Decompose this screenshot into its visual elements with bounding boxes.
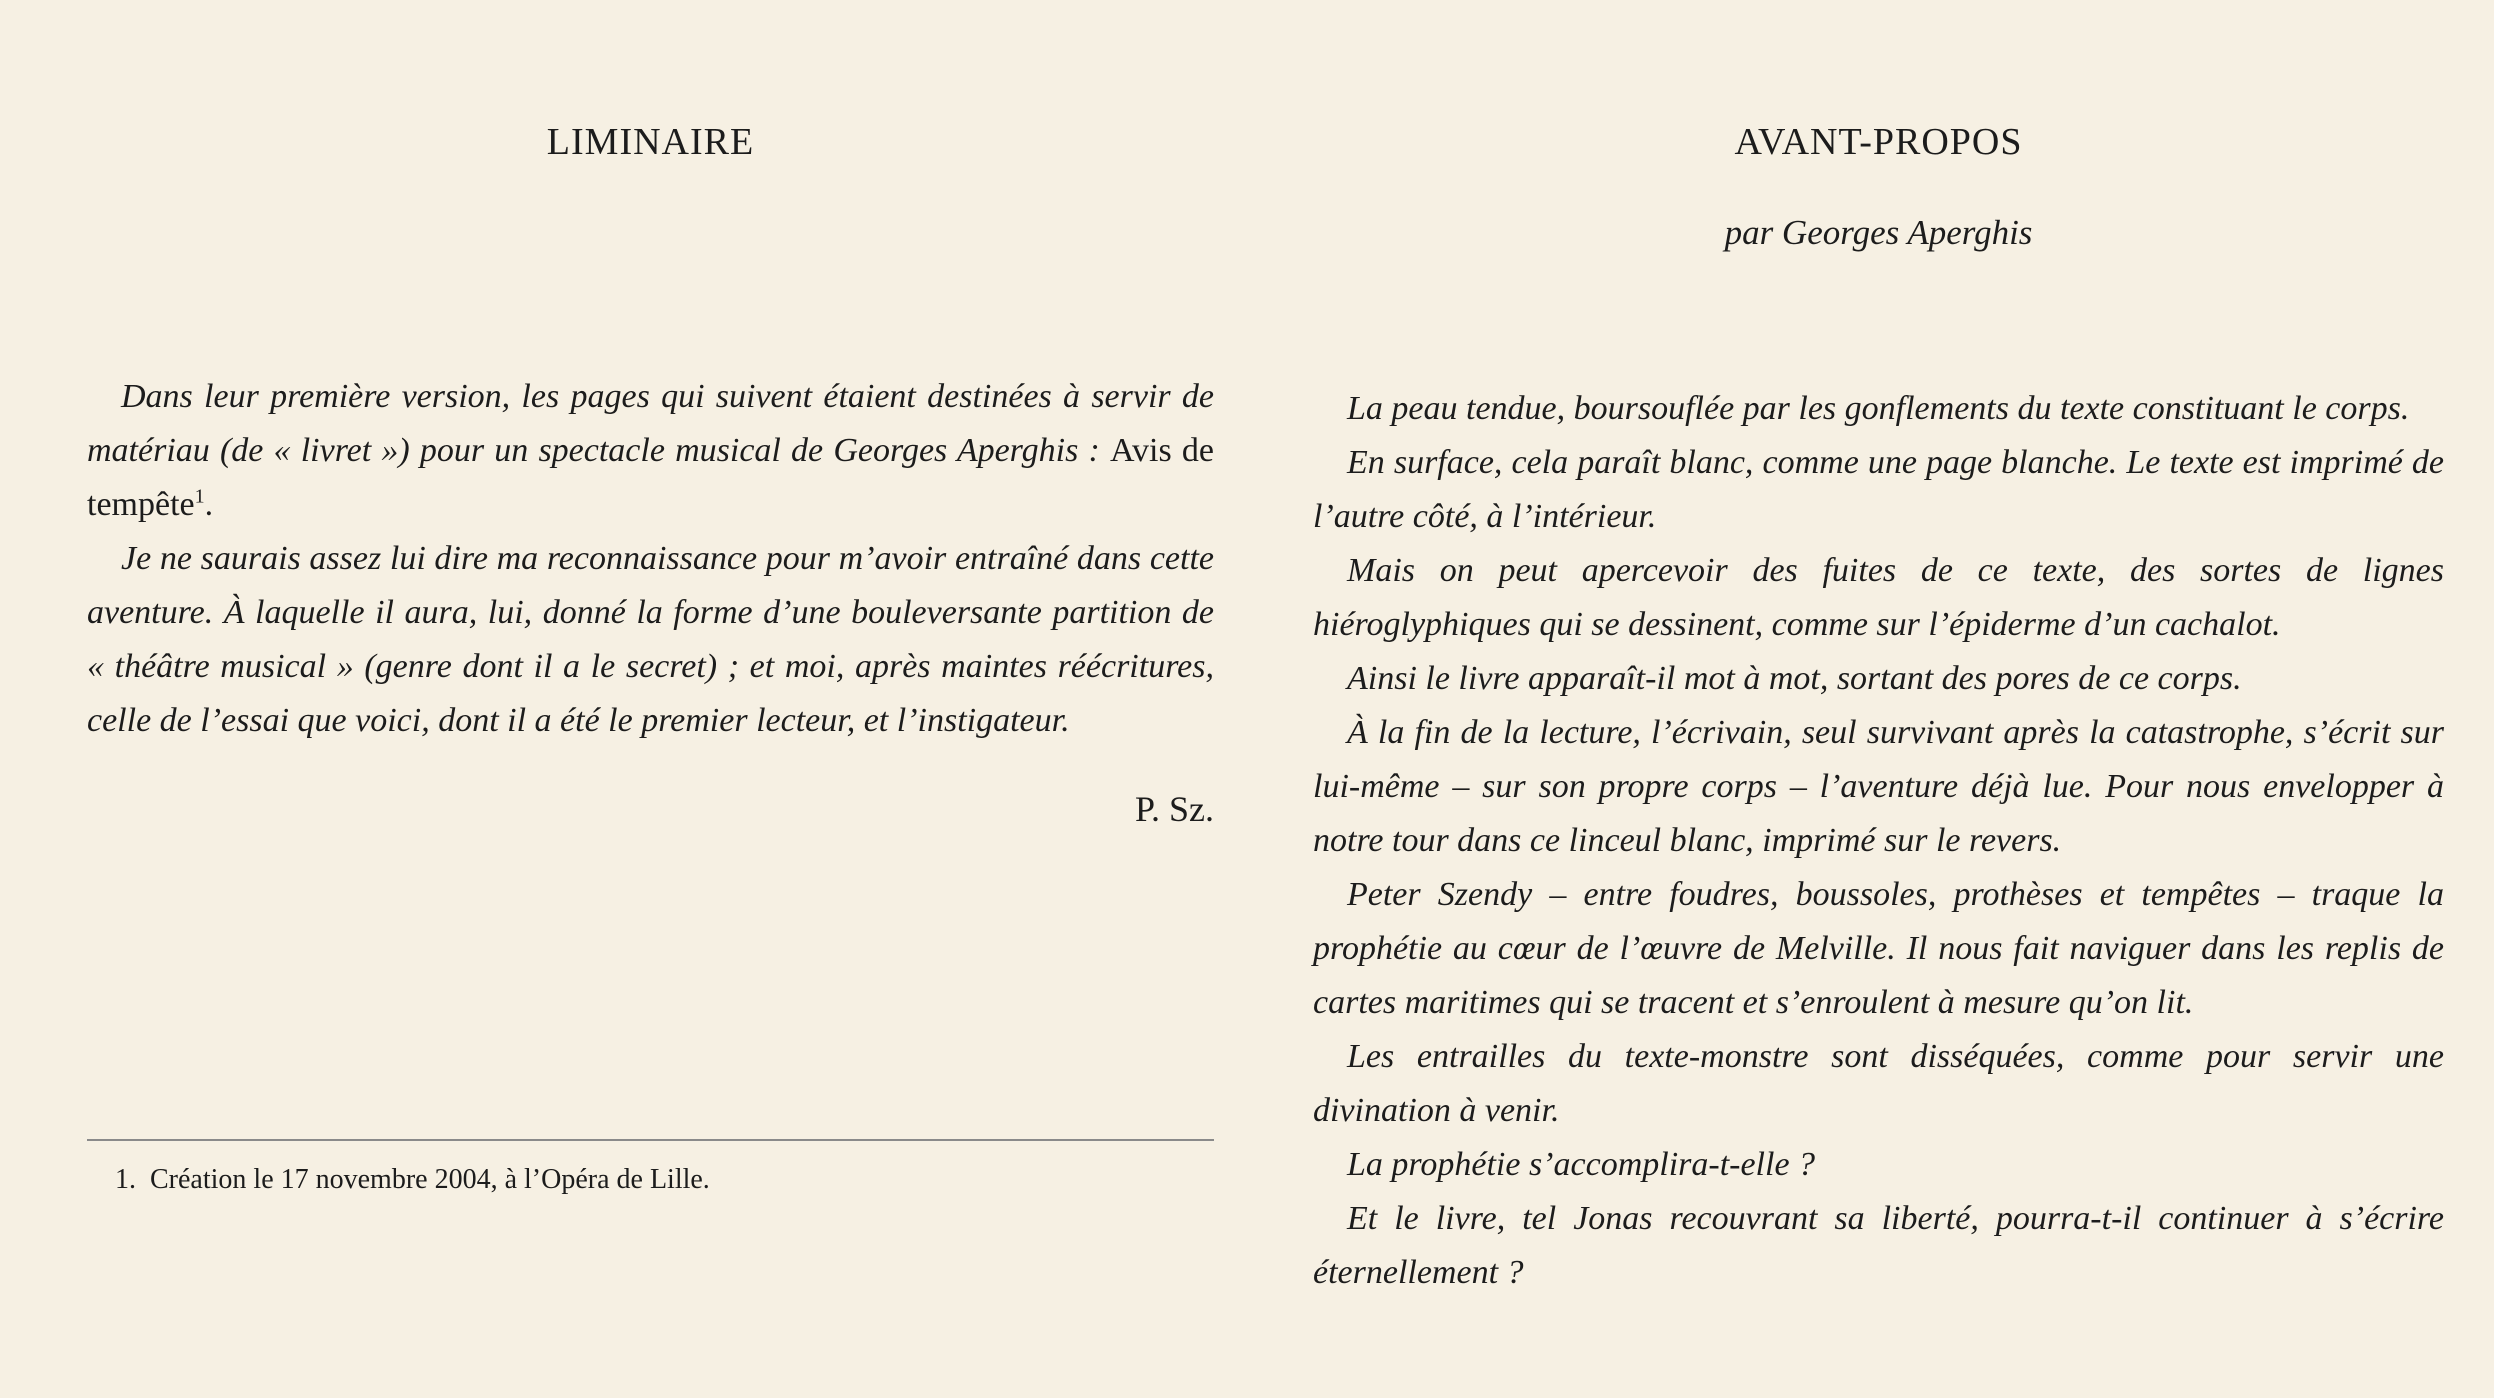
avant-propos-paragraph-1: La peau tendue, boursouflée par les gonflements du texte constituant le corps. xyxy=(1347,390,2410,427)
avant-propos-paragraph-6: Peter Szendy – entre foudres, boussoles, prothèses et tempêtes – traque la prophétie au cœur de l’œuvre de Melville. Il nous fait naviguer dans les replis de cartes maritimes qui se tracent et s’enroulent à mesure qu’on lit. xyxy=(1313,876,2444,1021)
liminaire-paragraph-1-end: . xyxy=(204,486,214,523)
right-page xyxy=(1313,0,2444,1398)
footnote-divider xyxy=(87,1139,1214,1141)
work-title-avis-de-tempete: Avis de tempête xyxy=(87,432,1214,523)
page-title-avant-propos: AVANT-PROPOS xyxy=(1734,121,2023,163)
liminaire-paragraph-1-italic: Dans leur première version, les pages qui suivent étaient destinées à servir de matériau (de « livret ») pour un spectacle musical de Georges Aperghis : xyxy=(87,378,1214,469)
liminaire-paragraph-1 xyxy=(87,370,1214,532)
footnote-reference[interactable]: 1 xyxy=(194,485,205,508)
avant-propos-paragraph-4: Ainsi le livre apparaît-il mot à mot, sortant des pores de ce corps. xyxy=(1347,660,2242,697)
byline: par Georges Aperghis xyxy=(1724,213,2033,252)
page-title-liminaire: LIMINAIRE xyxy=(546,121,755,163)
avant-propos-paragraph-9: Et le livre, tel Jonas recouvrant sa liberté, pourra-t-il continuer à s’écrire éternellement ? xyxy=(1313,1200,2444,1291)
left-page xyxy=(87,0,1214,1398)
footnote xyxy=(115,1161,710,1199)
avant-propos-paragraph-3: Mais on peut apercevoir des fuites de ce texte, des sortes de lignes hiéroglyphiques qui se dessinent, comme sur l’épiderme d’un cachalot. xyxy=(1313,552,2444,643)
liminaire-paragraph-2: Je ne saurais assez lui dire ma reconnaissance pour m’avoir entraîné dans cette aventure. À laquelle il aura, lui, donné la forme d’une bouleversante partition de « théâtre musical » (genre dont il a le secret) ; et moi, après maintes réécritures, celle de l’essai que voici, dont il a été le premier lecteur, et l’instigateur. xyxy=(87,540,1214,739)
liminaire-body xyxy=(87,370,1214,748)
avant-propos-paragraph-2: En surface, cela paraît blanc, comme une page blanche. Le texte est imprimé de l’autre côté, à l’intérieur. xyxy=(1313,444,2444,535)
signature: P. Sz. xyxy=(1134,789,1214,829)
footnote-number: 1. xyxy=(115,1164,136,1195)
avant-propos-paragraph-8: La prophétie s’accomplira-t-elle ? xyxy=(1347,1146,1816,1183)
avant-propos-paragraph-5: À la fin de la lecture, l’écrivain, seul survivant après la catastrophe, s’écrit sur lui-même – sur son propre corps – l’aventure déjà lue. Pour nous envelopper à notre tour dans ce linceul blanc, imprimé sur le revers. xyxy=(1313,714,2444,859)
avant-propos-paragraph-7: Les entrailles du texte-monstre sont disséquées, comme pour servir une divination à venir. xyxy=(1313,1038,2444,1129)
footnote-text: Création le 17 novembre 2004, à l’Opéra de Lille. xyxy=(150,1164,710,1195)
avant-propos-body xyxy=(1313,382,2444,1300)
